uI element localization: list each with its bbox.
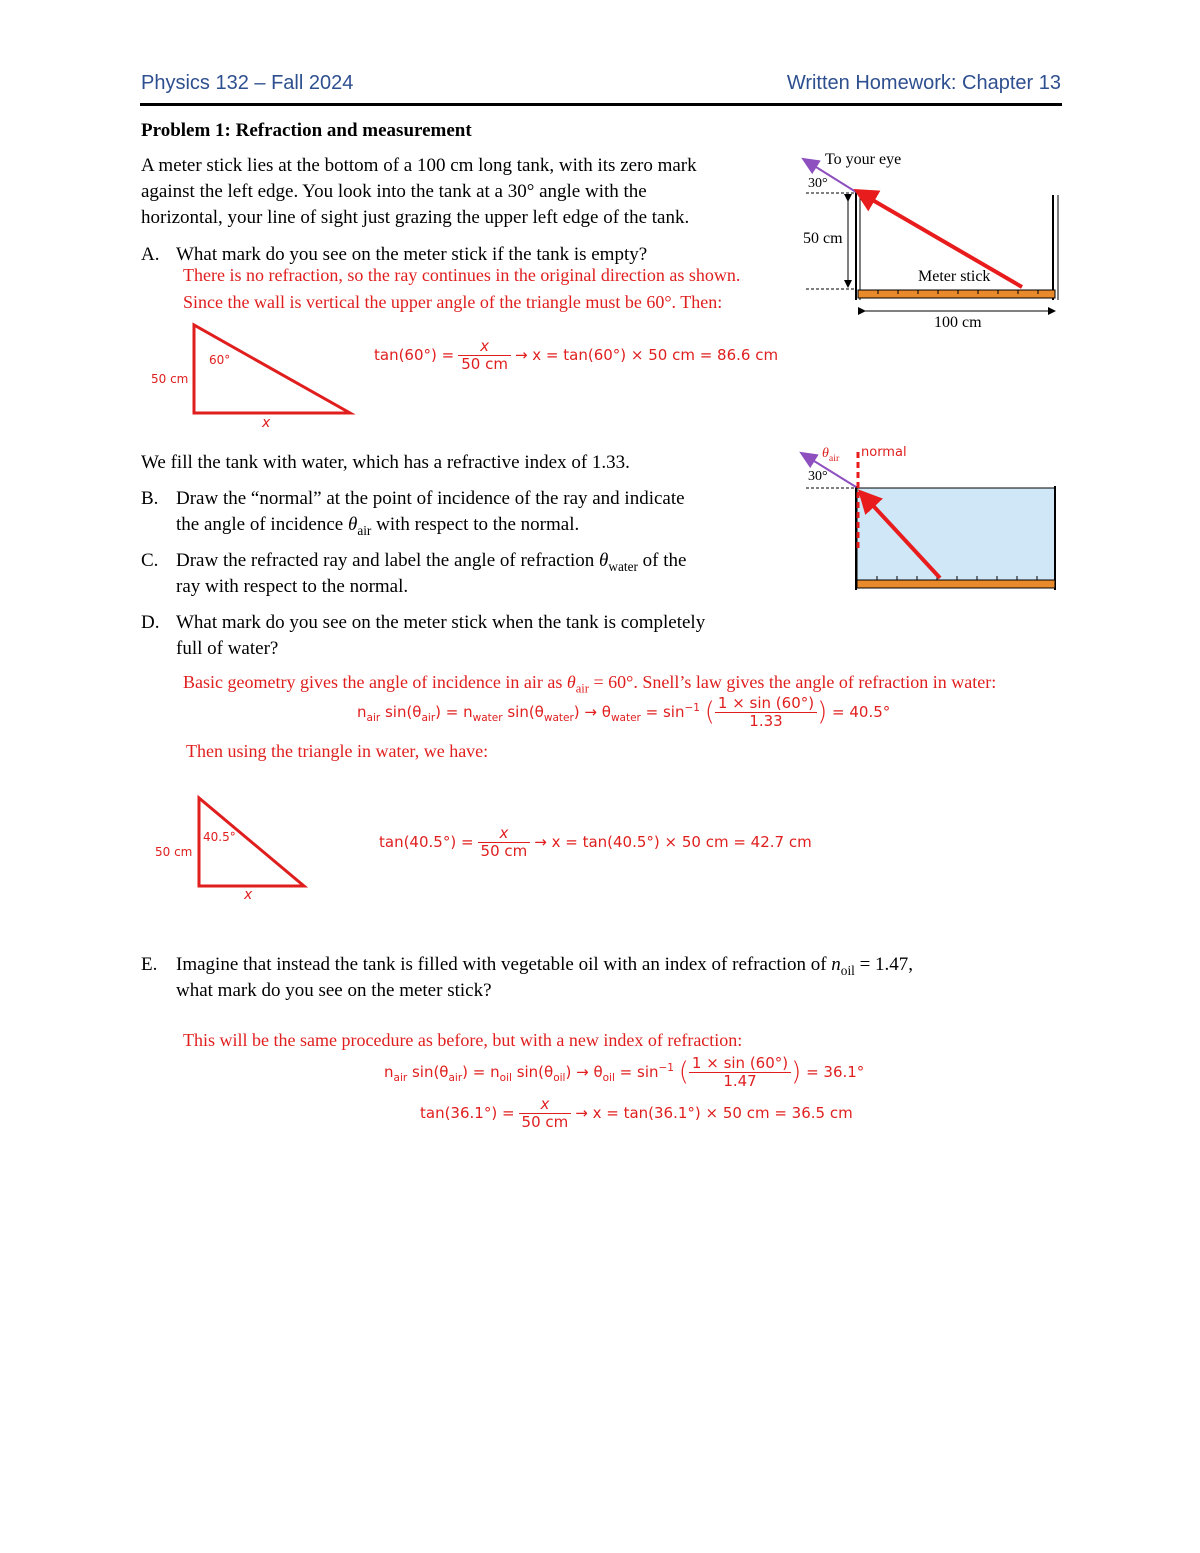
ansd-text-b: = 60°. Snell’s law gives the angle of refraction in water: bbox=[593, 672, 997, 692]
ansd-theta-sub: air bbox=[575, 681, 590, 696]
eq4-sin1-sub: air bbox=[448, 1072, 463, 1084]
tri2-base-label: x bbox=[244, 887, 253, 903]
eq2-sin1: sin(θ bbox=[384, 703, 422, 721]
eq2-arrow: ) → θ bbox=[573, 703, 611, 721]
eq4-sin2-sub: oil bbox=[553, 1072, 566, 1084]
intro-line-2: against the left edge. You look into the tank at a 30° angle with the bbox=[141, 181, 647, 202]
eq2-arcsin: = sin bbox=[645, 703, 685, 721]
qb-text-a: the angle of incidence bbox=[176, 514, 344, 535]
eq2-n2-sub: water bbox=[472, 712, 503, 724]
eq4-eq: ) = n bbox=[462, 1063, 500, 1081]
qe-n-sub: oil bbox=[840, 962, 855, 978]
qc-text-a: Draw the refracted ray and label the angle of refraction bbox=[176, 550, 595, 571]
tri1-angle-label: 60° bbox=[209, 353, 231, 367]
tri1-base-label: x bbox=[262, 415, 271, 431]
fig2-theta-label bbox=[822, 446, 839, 464]
qb-theta-sub: air bbox=[357, 522, 372, 538]
eq1-lhs: tan(60°) = bbox=[374, 346, 455, 364]
eq2-n: n bbox=[357, 703, 367, 721]
question-e-letter: E. bbox=[141, 954, 158, 975]
fig2-angle-label: 30° bbox=[808, 469, 828, 484]
ansd-theta: θ bbox=[566, 672, 576, 692]
eq4-sin2: sin(θ bbox=[516, 1063, 554, 1081]
qc-theta-sub: water bbox=[608, 558, 638, 574]
eq1-den: 50 cm bbox=[461, 355, 508, 373]
question-e-line-2: what mark do you see on the meter stick? bbox=[176, 980, 492, 1001]
eq5-lhs: tan(36.1°) = bbox=[420, 1104, 515, 1122]
header-rule bbox=[140, 103, 1062, 106]
tri2-side-label: 50 cm bbox=[155, 845, 193, 859]
eq4-n2-sub: oil bbox=[499, 1072, 512, 1084]
eq3-rhs: → x = tan(40.5°) × 50 cm = 42.7 cm bbox=[534, 833, 812, 851]
problem-title: Problem 1: Refraction and measurement bbox=[141, 120, 472, 141]
eq2-theta-sub: water bbox=[610, 712, 641, 724]
qb-theta: θ bbox=[347, 514, 358, 535]
question-c-line-2: ray with respect to the normal. bbox=[176, 576, 409, 597]
answer-a-line-1: There is no refraction, so the ray continues in the original direction as shown. bbox=[183, 265, 741, 285]
eq4-den: 1.47 bbox=[723, 1072, 757, 1090]
tri2-angle-label: 40.5° bbox=[203, 830, 236, 844]
eq4-n: n bbox=[384, 1063, 394, 1081]
qe-n: n bbox=[831, 954, 841, 975]
question-b-line-2 bbox=[176, 512, 579, 543]
eq2-den: 1.33 bbox=[749, 712, 783, 730]
question-d-line-2: full of water? bbox=[176, 638, 279, 659]
eq3-num: x bbox=[478, 825, 531, 843]
eq2-sin1-sub: air bbox=[421, 712, 436, 724]
eq1-rhs: → x = tan(60°) × 50 cm = 86.6 cm bbox=[514, 346, 779, 364]
eq4-num: 1 × sin (60°) bbox=[689, 1055, 791, 1073]
eq4-result: = 36.1° bbox=[806, 1063, 865, 1081]
equation-4: $n_{air}$ $\sin(\theta_{air}) = n_{oil}$ $\sin(\theta_{oil}) \to \theta_{oil} = \sin^{-1}$ ( $\frac{1 \times \sin (60^\circ)}{1.47}$ ) = 36.1° bbox=[384, 1054, 865, 1090]
intro-line-3: horizontal, your line of sight just grazing the upper left edge of the tank. bbox=[141, 207, 690, 228]
eq2-sin2: sin(θ bbox=[507, 703, 544, 721]
header-assignment: Written Homework: Chapter 13 bbox=[786, 72, 1061, 94]
eq2-eq: ) = n bbox=[435, 703, 473, 721]
eq5-rhs: → x = tan(36.1°) × 50 cm = 36.5 cm bbox=[575, 1104, 853, 1122]
eq2-result: = 40.5° bbox=[832, 703, 891, 721]
eq4-arrow: ) → θ bbox=[565, 1063, 603, 1081]
qc-theta: θ bbox=[599, 550, 609, 571]
fig1-height-label: 50 cm bbox=[803, 230, 843, 247]
fig1-length-label: 100 cm bbox=[934, 314, 982, 331]
eq4-sup: −1 bbox=[658, 1062, 674, 1074]
intro-line-1: A meter stick lies at the bottom of a 100 cm long tank, with its zero mark bbox=[141, 155, 697, 176]
equation-1 bbox=[374, 338, 778, 373]
equation-3 bbox=[379, 825, 812, 860]
question-d-line-1: What mark do you see on the meter stick when the tank is completely bbox=[176, 612, 706, 633]
fig2-theta: θ bbox=[822, 446, 829, 461]
qe-text-b: = 1.47, bbox=[859, 954, 914, 975]
question-d-letter: D. bbox=[141, 612, 160, 633]
eq4-arcsin: = sin bbox=[619, 1063, 659, 1081]
header-course: Physics 132 – Fall 2024 bbox=[141, 72, 354, 94]
eq2-sin2-sub: water bbox=[543, 712, 574, 724]
eq5-den: 50 cm bbox=[521, 1113, 569, 1131]
fill-water-text: We fill the tank with water, which has a refractive index of 1.33. bbox=[141, 452, 630, 473]
equation-2: $n_{air}$ $\sin(\theta_{air}) = n_{water}$ $\sin(\theta_{water}) \to \theta_{water} = \sin^{-1}$ ( $\frac{1 \times \sin (60^\circ)}{1.33}$ ) = 40.5° bbox=[357, 694, 891, 730]
equation-5 bbox=[420, 1096, 853, 1131]
fig1-eye-label: To your eye bbox=[825, 151, 902, 168]
answer-a-line-2: Since the wall is vertical the upper angle of the triangle must be 60°. Then: bbox=[183, 292, 723, 312]
eq2-sup: −1 bbox=[684, 702, 700, 714]
question-a-letter: A. bbox=[141, 244, 160, 265]
eq4-sin1: sin(θ bbox=[411, 1063, 449, 1081]
eq2-num: 1 × sin (60°) bbox=[715, 695, 817, 713]
question-c-letter: C. bbox=[141, 550, 159, 571]
eq3-den: 50 cm bbox=[480, 842, 528, 860]
answer-e-line-1: This will be the same procedure as before, but with a new index of refraction: bbox=[183, 1030, 743, 1050]
eq1-num: x bbox=[458, 338, 511, 356]
eq5-num: x bbox=[519, 1096, 572, 1114]
fig1-angle-label: 30° bbox=[808, 176, 828, 191]
qe-text-a: Imagine that instead the tank is filled with vegetable oil with an index of refraction of bbox=[176, 954, 827, 975]
ansd-text-a: Basic geometry gives the angle of incidence in air as bbox=[183, 672, 563, 692]
eq4-n-sub: air bbox=[393, 1072, 408, 1084]
figure-water-tank bbox=[800, 440, 1070, 600]
eq4-theta-sub: oil bbox=[602, 1072, 615, 1084]
eq2-n-sub: air bbox=[366, 712, 381, 724]
qb-text-b: with respect to the normal. bbox=[376, 514, 580, 535]
answer-d-line-2: Then using the triangle in water, we have: bbox=[186, 741, 489, 761]
fig1-stick-label: Meter stick bbox=[918, 268, 991, 285]
question-b-line-1: Draw the “normal” at the point of incidence of the ray and indicate bbox=[176, 488, 685, 509]
tri1-side-label: 50 cm bbox=[151, 372, 189, 386]
qc-text-b: of the bbox=[642, 550, 687, 571]
question-a-text: What mark do you see on the meter stick if the tank is empty? bbox=[176, 244, 648, 265]
fig2-normal-label: normal bbox=[861, 445, 907, 460]
fig2-theta-sub: air bbox=[828, 452, 840, 464]
question-b-letter: B. bbox=[141, 488, 159, 509]
eq3-lhs: tan(40.5°) = bbox=[379, 833, 474, 851]
